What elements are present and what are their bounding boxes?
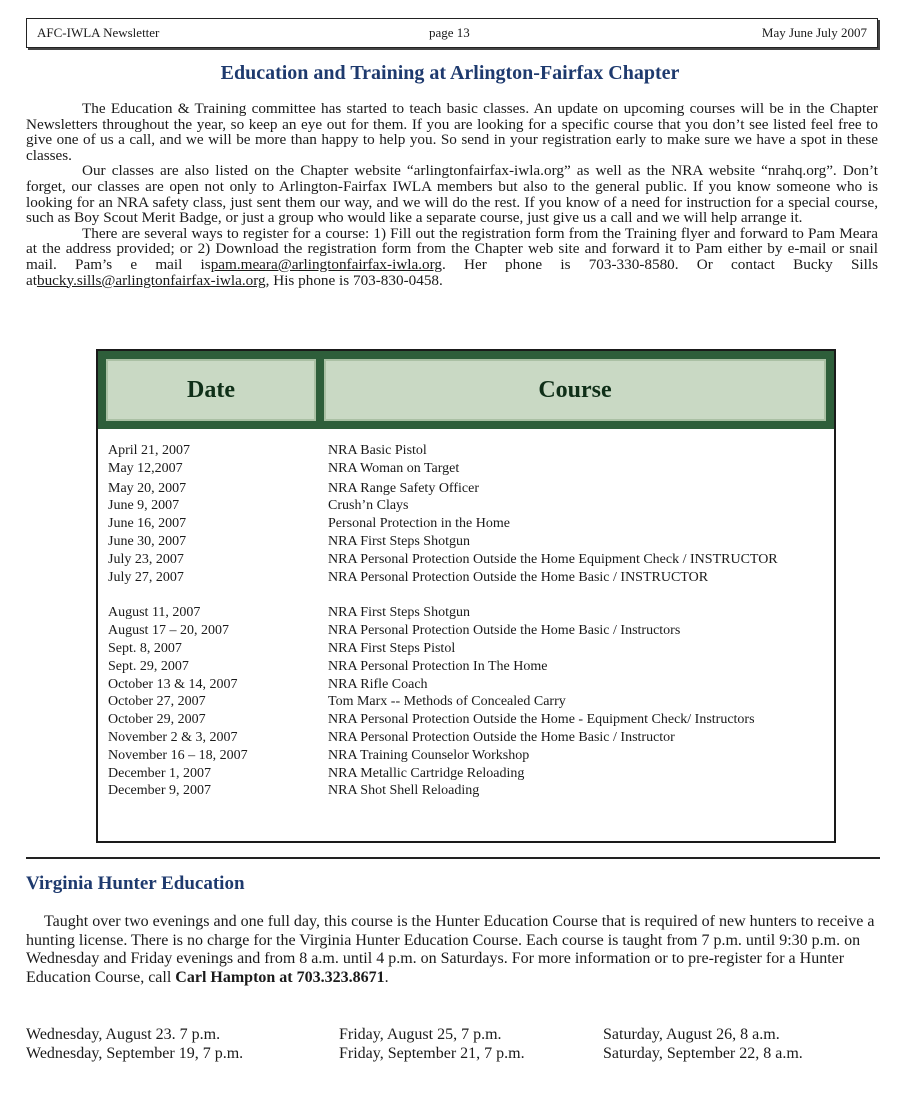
row-course: NRA Personal Protection Outside the Home - Equipment Check/ Instructors xyxy=(328,712,755,728)
register-text-b: . Her phone is 703-330-8580. Or contact Bucky Sills at xyxy=(26,255,878,289)
row-date: May 12,2007 xyxy=(108,460,183,476)
saturday-sessions xyxy=(603,1026,803,1063)
hunter-contact: Carl Hampton at 703.323.8671 xyxy=(175,968,385,986)
intro-paragraph-1: The Education & Training committee has started to teach basic classes. An update on upcoming courses will be in the Chapter Newsletters throughout the year, so keep an eye out for them. If you are looking for a specific course that you don’t see listed feel free to give one of us a call, and we will be more than happy to help you. So send in your registration early to make sure we have a spot in these classes. xyxy=(26,100,878,164)
row-course: Crush’n Clays xyxy=(328,498,409,514)
hunter-description: Taught over two evenings and one full day, this course is the Hunter Education Course that is required of new hunters to receive a hunting license. There is no charge for the Virginia Hunter Education Course. Each course is taught from 7 p.m. until 9:30 p.m. on Wednesday and Friday evenings and from 8 a.m. until 4 p.m. on Saturdays. For more information or to pre-register for a Hunter Education Course, call xyxy=(26,913,875,986)
row-course: Tom Marx -- Methods of Concealed Carry xyxy=(328,694,566,710)
row-date: May 20, 2007 xyxy=(108,480,187,496)
section-divider xyxy=(26,857,880,859)
hunter-paragraph xyxy=(26,913,878,987)
row-course: NRA First Steps Pistol xyxy=(328,640,456,656)
wednesday-sessions xyxy=(26,1026,243,1063)
table-row xyxy=(108,516,828,532)
hunter-education-title: Virginia Hunter Education xyxy=(26,873,245,894)
table-row xyxy=(108,677,828,693)
row-course: NRA First Steps Shotgun xyxy=(328,605,470,621)
table-row xyxy=(108,730,828,746)
row-course: Personal Protection in the Home xyxy=(328,516,510,532)
row-date: Sept. 29, 2007 xyxy=(108,658,189,674)
page-number: page 13 xyxy=(429,25,470,40)
row-date: October 13 & 14, 2007 xyxy=(108,676,238,692)
table-row xyxy=(108,783,828,799)
bucky-email-link[interactable]: bucky.sills@arlingtonfairfax-iwla.org xyxy=(36,271,266,289)
education-intro xyxy=(26,101,878,288)
table-row xyxy=(108,443,828,459)
row-date: December 9, 2007 xyxy=(108,783,212,799)
row-date: April 21, 2007 xyxy=(108,443,191,458)
register-text-c: , His phone is 703-830-0458. xyxy=(265,271,443,289)
row-course: NRA Metallic Cartridge Reloading xyxy=(328,765,525,781)
course-column-header: Course xyxy=(324,359,826,421)
table-header xyxy=(98,351,834,429)
row-course: NRA Basic Pistol xyxy=(328,443,427,458)
session-item: Wednesday, September 19, 7 p.m. xyxy=(26,1044,244,1062)
education-title: Education and Training at Arlington-Fairfax Chapter xyxy=(220,62,680,84)
session-item: Friday, September 21, 7 p.m. xyxy=(339,1044,525,1062)
newsletter-name: AFC-IWLA Newsletter xyxy=(37,25,160,40)
row-date: July 27, 2007 xyxy=(108,569,184,585)
row-course: NRA Rifle Coach xyxy=(328,676,428,692)
friday-sessions xyxy=(339,1026,525,1063)
row-course: NRA Personal Protection Outside the Home Basic / Instructors xyxy=(328,623,681,639)
table-row xyxy=(108,481,828,497)
register-text-a: There are several ways to register for a course: 1) Fill out the registration form from the Training flyer and forward to Pam Meara at the address provided; or 2) Download the registration form from the Chapter web site and forward it to Pam either by e-mail or snail mail. Pam’s e mail is xyxy=(26,224,878,273)
row-date: Sept. 8, 2007 xyxy=(108,640,182,656)
row-date: October 27, 2007 xyxy=(108,694,206,710)
row-course: NRA Woman on Target xyxy=(328,460,460,476)
row-date: November 2 & 3, 2007 xyxy=(108,729,238,745)
row-course: NRA Personal Protection Outside the Home Basic / INSTRUCTOR xyxy=(328,569,709,585)
newsletter-header xyxy=(26,18,878,48)
row-date: August 11, 2007 xyxy=(108,605,201,621)
row-date: November 16 – 18, 2007 xyxy=(108,747,248,763)
table-row xyxy=(108,534,828,550)
table-row xyxy=(108,570,828,586)
row-course: NRA Shot Shell Reloading xyxy=(328,783,480,799)
date-column-header: Date xyxy=(106,359,316,421)
table-row xyxy=(108,748,828,764)
intro-paragraph-2: Our classes are also listed on the Chapter website “arlingtonfairfax-iwla.org” as well as the NRA website “nrahq.org”. Don’t forget, our classes are open not only to Arlington-Fairfax IWLA members but also to the general public. If you know someone who is looking for an NRA safety class, just sent them our way, and we will do the rest. If you know of a need for instruction for a special course, such as Boy Scout Merit Badge, or just a group who would like a separate course, just give us a call and we will help arrange it. xyxy=(26,162,878,227)
table-row xyxy=(108,712,828,728)
session-item: Wednesday, August 23. 7 p.m. xyxy=(26,1026,221,1043)
pam-email-link[interactable]: pam.meara@arlingtonfairfax-iwla.org xyxy=(210,255,442,273)
row-course: NRA Personal Protection In The Home xyxy=(328,658,548,674)
row-date: July 23, 2007 xyxy=(108,551,184,567)
row-date: August 17 – 20, 2007 xyxy=(108,623,229,639)
row-date: June 30, 2007 xyxy=(108,533,187,549)
session-item: Saturday, August 26, 8 a.m. xyxy=(603,1026,780,1043)
hunter-education-body xyxy=(26,913,878,987)
row-course: NRA First Steps Shotgun xyxy=(328,533,470,549)
row-course: NRA Personal Protection Outside the Home Basic / Instructor xyxy=(328,729,675,745)
course-schedule-table xyxy=(96,349,836,843)
row-date: October 29, 2007 xyxy=(108,712,206,728)
table-body xyxy=(108,443,828,799)
table-row xyxy=(108,605,828,621)
row-date: December 1, 2007 xyxy=(108,765,212,781)
issue-date: May June July 2007 xyxy=(761,25,867,40)
table-row xyxy=(108,498,828,514)
table-row xyxy=(108,461,828,477)
row-course: NRA Training Counselor Workshop xyxy=(328,747,530,763)
row-date: June 16, 2007 xyxy=(108,516,187,532)
row-course: NRA Personal Protection Outside the Home Equipment Check / INSTRUCTOR xyxy=(328,551,778,567)
hunter-period: . xyxy=(384,968,389,986)
table-row xyxy=(108,552,828,568)
table-row xyxy=(108,641,828,657)
table-row xyxy=(108,694,828,710)
intro-paragraph-3 xyxy=(26,226,878,288)
session-item: Friday, August 25, 7 p.m. xyxy=(339,1026,502,1043)
table-row xyxy=(108,623,828,639)
table-row xyxy=(108,659,828,675)
row-date: June 9, 2007 xyxy=(108,498,180,514)
session-item: Saturday, September 22, 8 a.m. xyxy=(603,1044,803,1062)
row-course: NRA Range Safety Officer xyxy=(328,480,479,496)
table-row xyxy=(108,766,828,782)
